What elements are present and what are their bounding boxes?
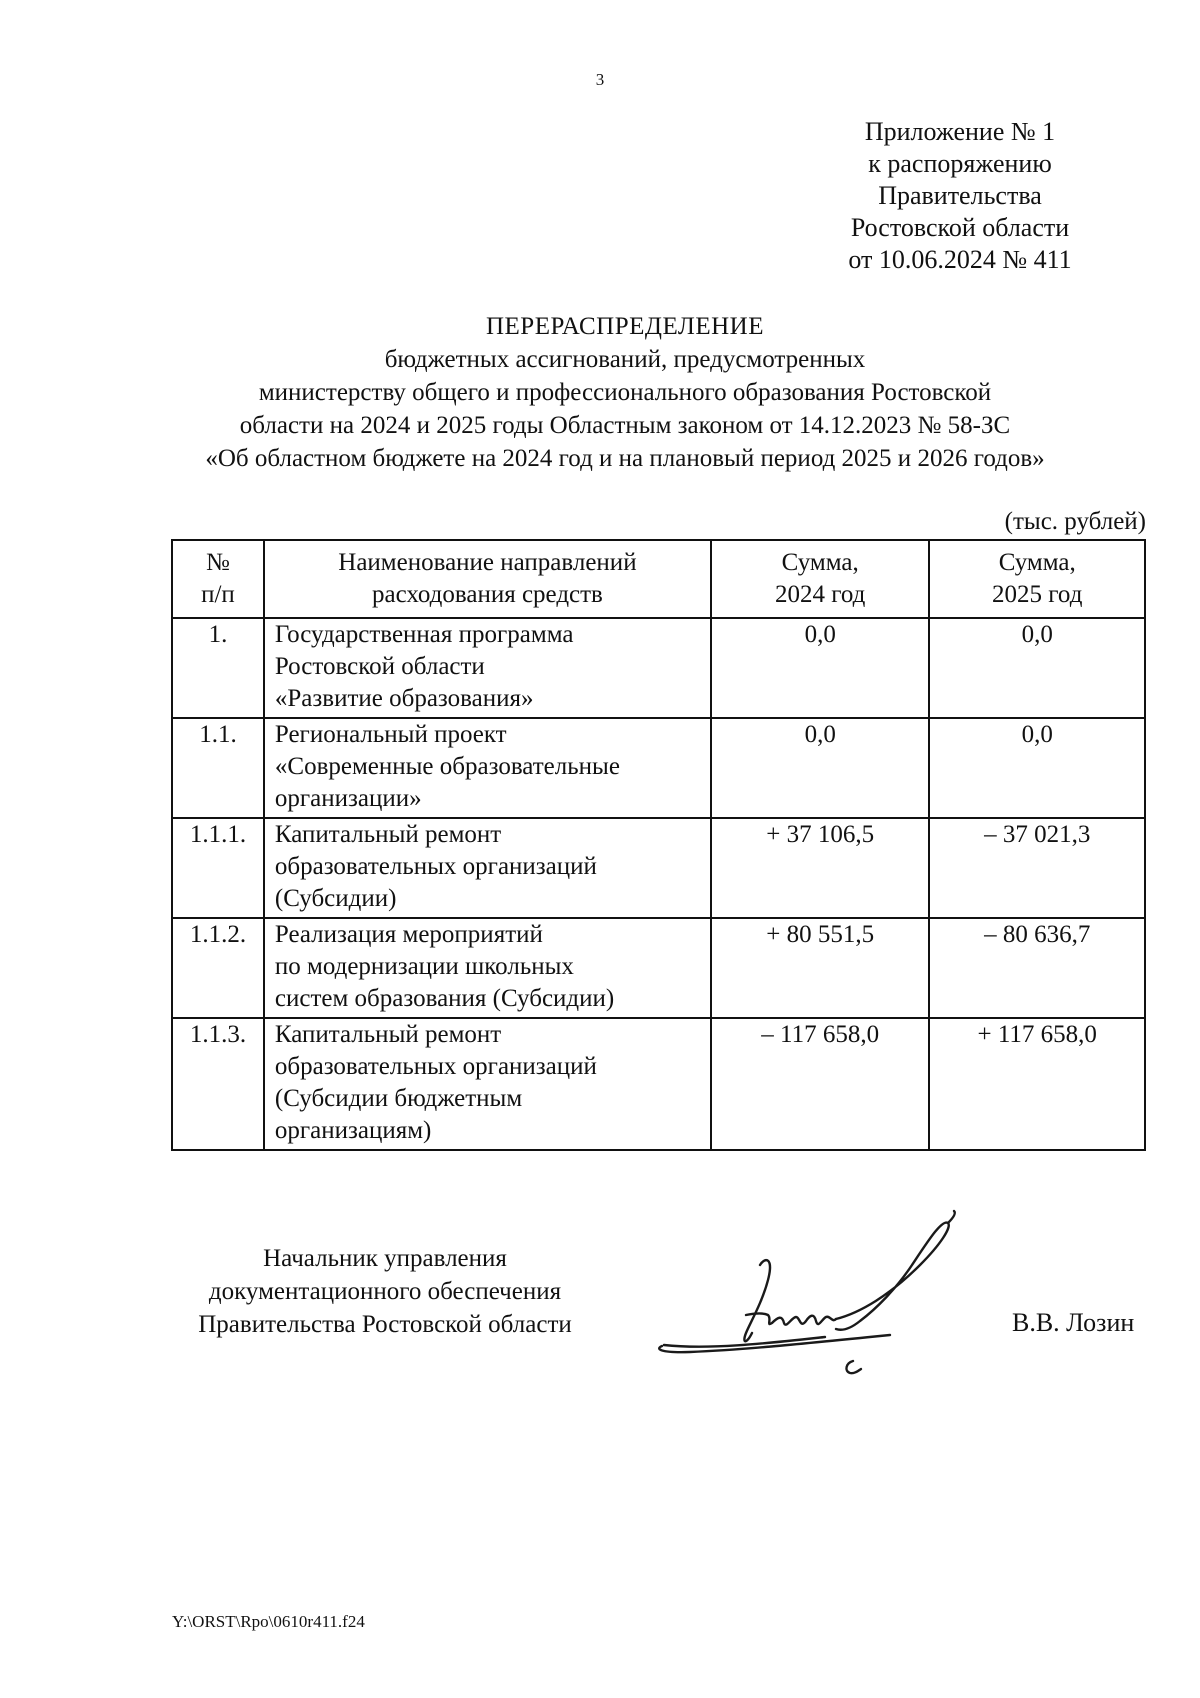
row-name — [264, 718, 711, 818]
header-text: Наименование направлений — [338, 549, 637, 576]
appendix-line: Ростовской области — [850, 213, 1070, 242]
units-label: (тыс. рублей) — [1004, 508, 1146, 535]
row-number: 1.1.3. — [172, 1018, 264, 1150]
row-name-line: организации» — [274, 785, 422, 812]
row-name — [264, 818, 711, 918]
title-line: «Об областном бюджете на 2024 год и на плановый период 2025 и 2026 годов» — [205, 445, 1045, 472]
header-text: № — [206, 549, 230, 576]
row-number: 1. — [172, 618, 264, 718]
appendix-line: Правительства — [878, 181, 1042, 210]
row-sum-2025: 0,0 — [929, 618, 1145, 718]
row-name-line: Реализация мероприятий — [274, 921, 543, 948]
row-name-line: Капитальный ремонт — [274, 821, 502, 848]
signer-name: В.В. Лозин — [1012, 1308, 1135, 1337]
row-sum-2025: + 117 658,0 — [929, 1018, 1145, 1150]
row-name — [264, 1018, 711, 1150]
appendix-line: к распоряжению — [868, 149, 1052, 178]
row-name-line: образовательных организаций — [274, 1053, 597, 1080]
row-sum-2025: – 37 021,3 — [929, 818, 1145, 918]
position-line: Начальник управления — [263, 1245, 507, 1272]
position-line: документационного обеспечения — [208, 1278, 562, 1305]
row-name-line: «Современные образовательные — [274, 753, 620, 780]
header-text: Сумма, — [998, 549, 1076, 576]
row-sum-2025: 0,0 — [929, 718, 1145, 818]
file-path: Y:\ORST\Rpo\0610r411.f24 — [172, 1612, 365, 1631]
row-name-line: (Субсидии) — [274, 885, 397, 912]
row-name-line: (Субсидии бюджетным — [274, 1085, 523, 1112]
document-title — [100, 310, 1150, 475]
row-sum-2025: – 80 636,7 — [929, 918, 1145, 1018]
row-sum-2024: – 117 658,0 — [711, 1018, 930, 1150]
row-name-line: образовательных организаций — [274, 853, 597, 880]
title-line: области на 2024 и 2025 годы Областным законом от 14.12.2023 № 58-ЗС — [239, 412, 1011, 439]
row-sum-2024: 0,0 — [711, 618, 930, 718]
table-row — [172, 718, 1145, 818]
row-name-line: «Развитие образования» — [274, 685, 534, 712]
title-heading: ПЕРЕРАСПРЕДЕЛЕНИЕ — [485, 313, 765, 340]
signatory-position — [170, 1242, 600, 1341]
table-row — [172, 918, 1145, 1018]
appendix-block — [820, 116, 1100, 276]
row-name-line: Государственная программа — [274, 621, 574, 648]
table-row — [172, 618, 1145, 718]
header-text: 2024 год — [775, 581, 866, 608]
table-row — [172, 818, 1145, 918]
row-number: 1.1. — [172, 718, 264, 818]
row-name — [264, 618, 711, 718]
header-text: Сумма, — [781, 549, 859, 576]
row-number: 1.1.2. — [172, 918, 264, 1018]
title-line: бюджетных ассигнований, предусмотренных — [384, 346, 866, 373]
header-number — [172, 540, 264, 618]
row-sum-2024: + 80 551,5 — [711, 918, 930, 1018]
row-sum-2024: + 37 106,5 — [711, 818, 930, 918]
row-number: 1.1.1. — [172, 818, 264, 918]
title-line: министерству общего и профессионального образования Ростовской — [258, 379, 992, 406]
table-row — [172, 1018, 1145, 1150]
signature-icon — [650, 1205, 990, 1385]
header-name — [264, 540, 711, 618]
handwritten-signature — [650, 1205, 990, 1390]
appendix-line: Приложение № 1 — [864, 117, 1056, 146]
row-name-line: Капитальный ремонт — [274, 1021, 502, 1048]
header-sum-2024 — [711, 540, 930, 618]
row-sum-2024: 0,0 — [711, 718, 930, 818]
header-text: расходования средств — [371, 581, 603, 608]
row-name-line: Региональный проект — [274, 721, 507, 748]
header-sum-2025 — [929, 540, 1145, 618]
page-number: 3 — [595, 70, 605, 89]
row-name-line: систем образования (Субсидии) — [274, 985, 615, 1012]
row-name-line: Ростовской области — [274, 653, 485, 680]
header-text: п/п — [201, 581, 235, 608]
allocation-table — [171, 539, 1146, 1151]
appendix-line: от 10.06.2024 № 411 — [848, 245, 1072, 274]
row-name-line: организациям) — [274, 1117, 432, 1144]
header-text: 2025 год — [992, 581, 1083, 608]
row-name — [264, 918, 711, 1018]
position-line: Правительства Ростовской области — [198, 1311, 572, 1338]
row-name-line: по модернизации школьных — [274, 953, 574, 980]
table-header-row — [172, 540, 1145, 618]
